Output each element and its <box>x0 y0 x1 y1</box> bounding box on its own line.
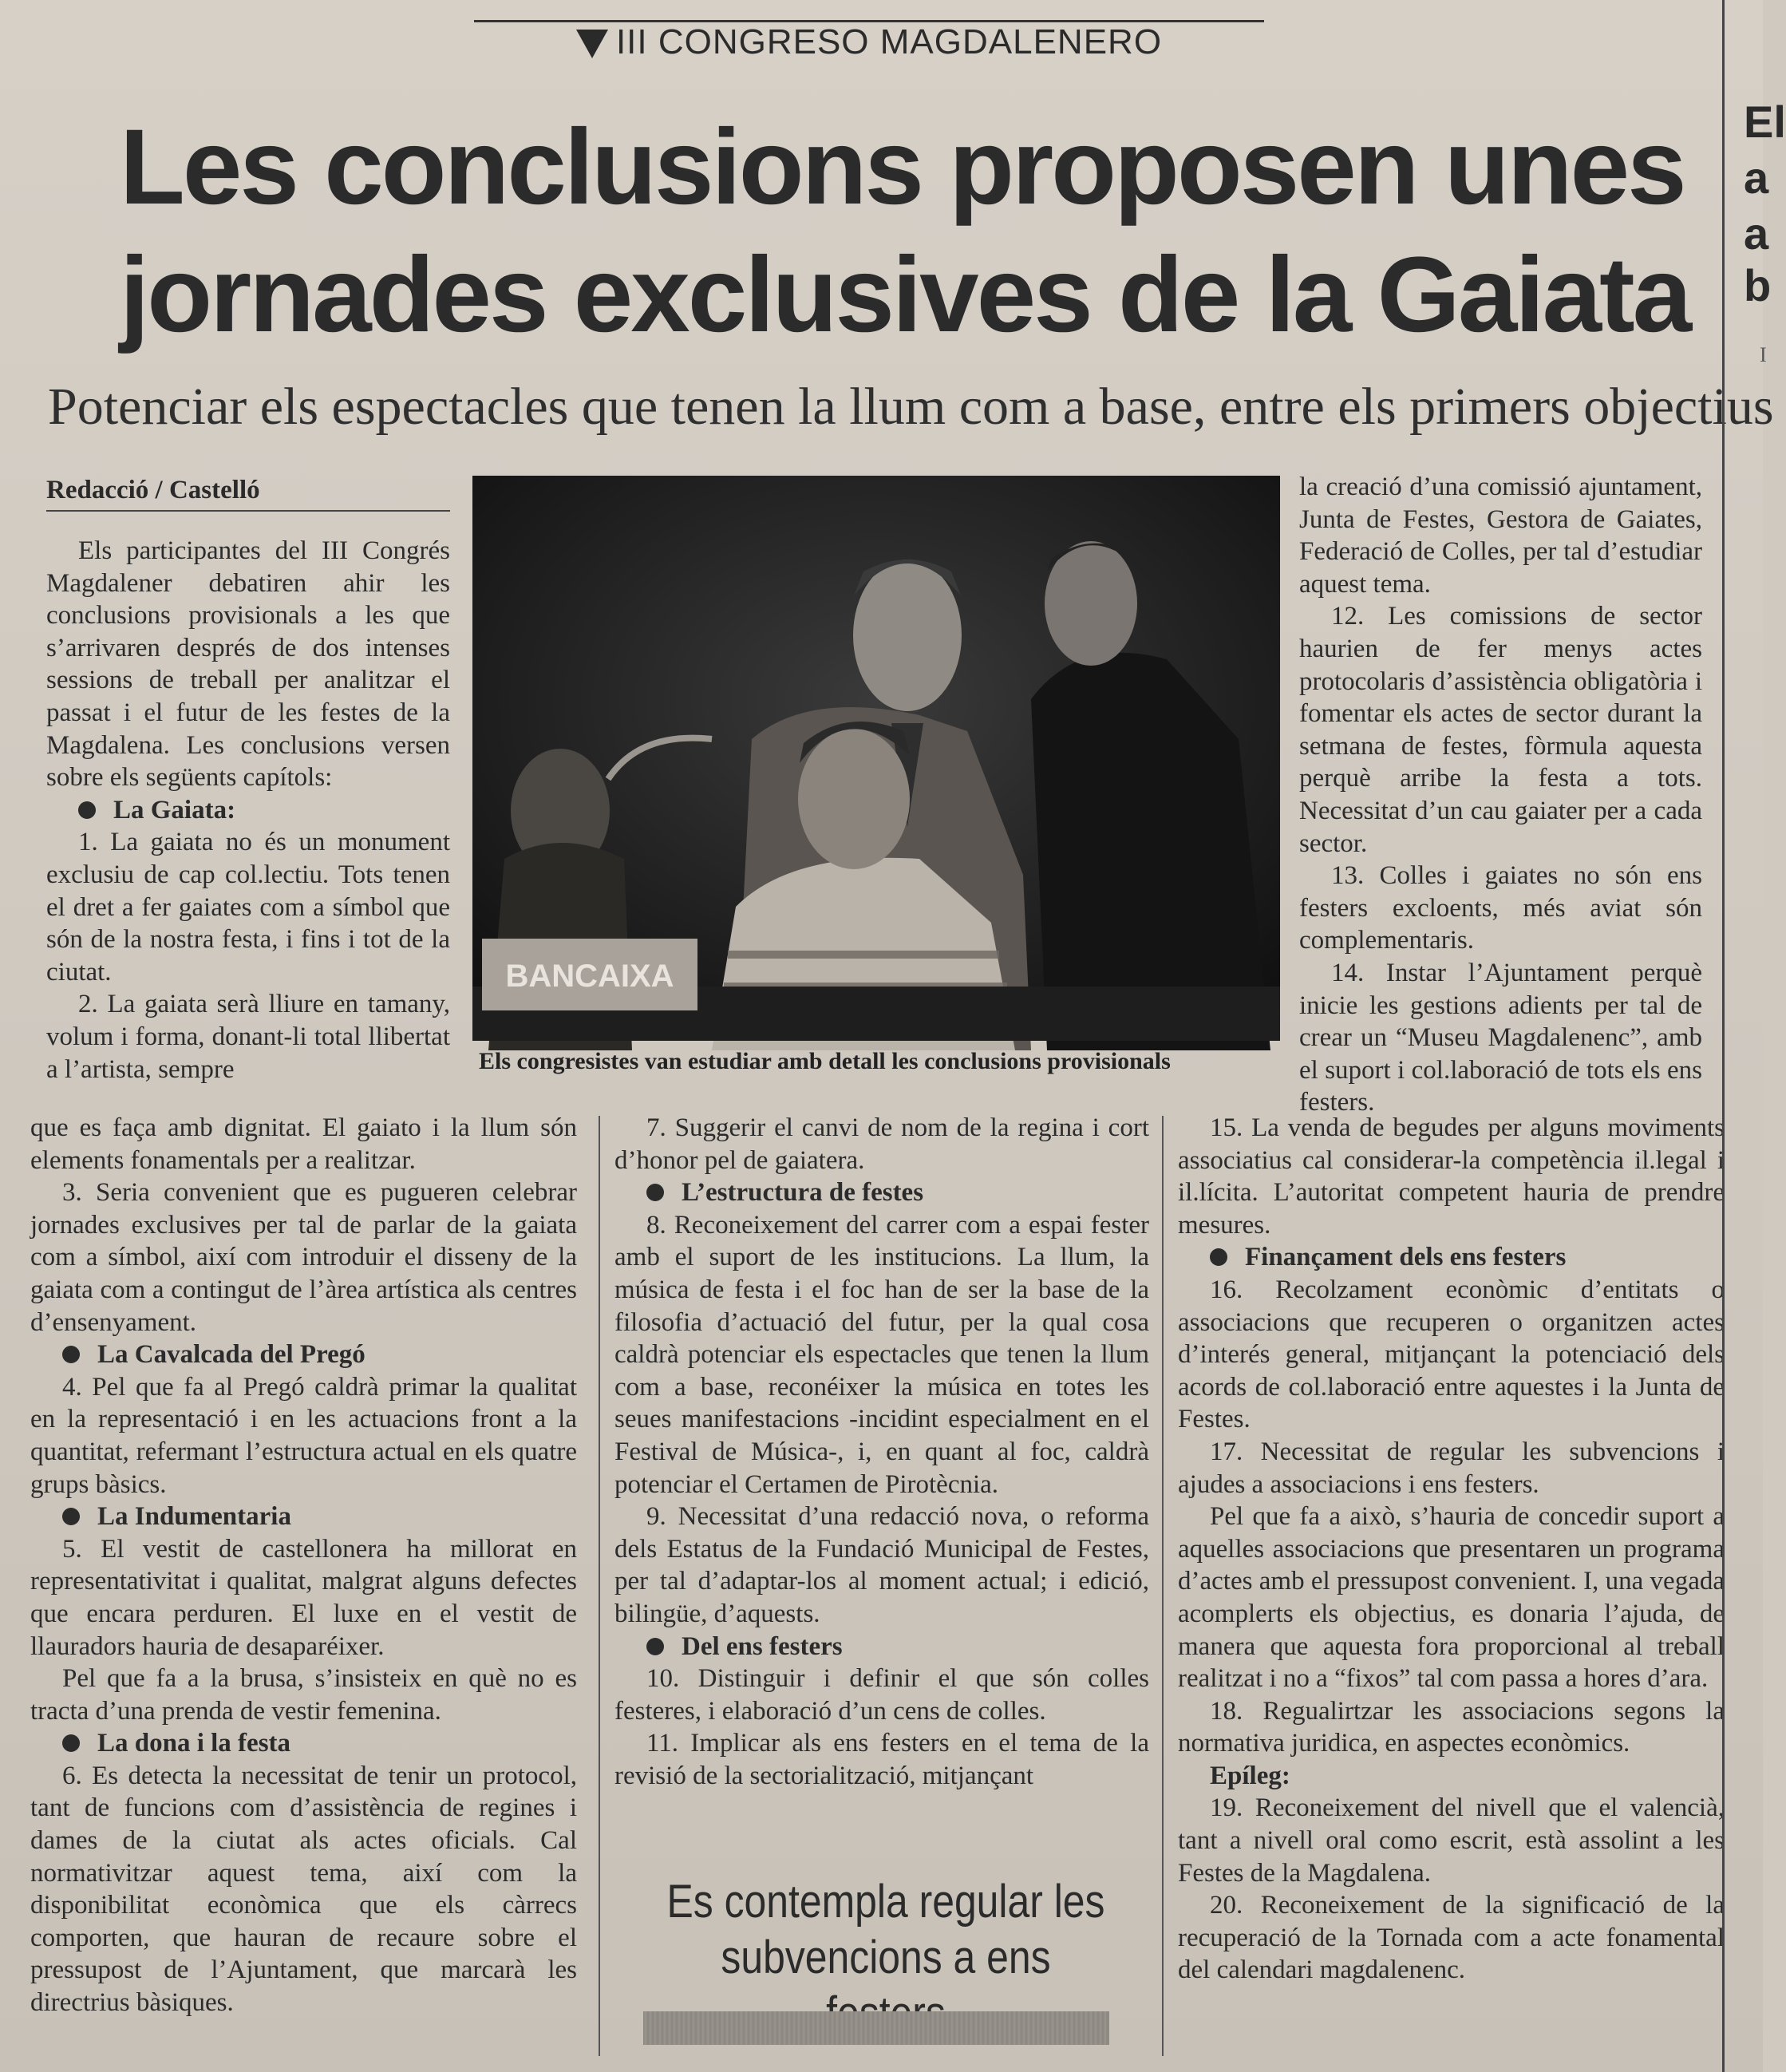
paragraph-18: 18. Regualirtzar les associacions segons la normativa juridica, en aspectes econòmics. <box>1178 1696 1725 1758</box>
column-1-top <box>46 535 450 1085</box>
bullet-icon <box>62 1734 80 1752</box>
paragraph-11a: 11. Implicar als ens festers en el tema de la revisió de la sectorialització, mitjançant <box>614 1729 1149 1790</box>
column-3-bottom <box>1178 1112 1725 1987</box>
section-heading-epileg <box>1178 1760 1725 1793</box>
photo-caption: Els congresistes van estudiar amb detall les conclusions provisionals <box>479 1048 1171 1074</box>
paragraph-14: 14. Instar l’Ajuntament perquè inicie les gestions adients per tal de crear un “Museu Magdalenenc”, amb el suport i col.laboració de tots els ens festers. <box>1299 958 1702 1117</box>
edge-letter: El <box>1744 97 1786 147</box>
paragraph-7: 7. Suggerir el canvi de nom de la regina i cort d’honor pel de gaiatera. <box>614 1113 1149 1175</box>
section-heading-text: La Indumentaria <box>97 1502 291 1532</box>
bullet-icon <box>646 1638 664 1655</box>
column-2 <box>614 1112 1149 1792</box>
paragraph-10: 10. Distinguir i definir el que són colles festeres, i elaboració d’un cens de colles. <box>614 1664 1149 1726</box>
edge-letter-small: I <box>1760 343 1767 366</box>
column-rule <box>1162 1116 1164 2056</box>
section-heading-financament <box>1178 1241 1725 1274</box>
paragraph-intro: Els participantes del III Congrés Magdalener debatiren ahir les conclusions provisionals a les que s’arrivaren després de dos intenses sessions de treball per analitzar el passat i el futur de les festes de la Magdalena. Les conclusions versen sobre els següents capítols: <box>46 536 450 793</box>
subheadline: Potenciar els espectacles que tenen la llum com a base, entre els primers objectius <box>48 378 1774 436</box>
paragraph-2a: 2. La gaiata serà lliure en tamany, volum i forma, donant-li total llibertat a l’artista, sempre <box>46 990 450 1084</box>
paragraph-5: 5. El vestit de castellonera ha millorat en representativitat i qualitat, malgrat alguns defectes que encara perduren. El luxe en el vestit de llauradors hauria de desaparéixer. <box>30 1534 577 1661</box>
section-heading-text: Del ens festers <box>682 1631 843 1661</box>
paragraph-4: 4. Pel que fa al Pregó caldrà primar la qualitat en la representació i en les actuacions front a la quantitat, refermant l’estructura actual en els quatre grups bàsics. <box>30 1372 577 1499</box>
section-heading-text: La dona i la festa <box>97 1729 291 1758</box>
paragraph-20: 20. Reconeixement de la significació de la recuperació de la Tornada com a acte fonamental del calendari magdalenenc. <box>1178 1891 1725 1985</box>
section-heading-text: La Cavalcada del Pregó <box>97 1340 365 1370</box>
column-1-bottom <box>30 1112 577 2019</box>
paragraph-17: 17. Necessitat de regular les subvencions i ajudes a associacions i ens festers. <box>1178 1437 1725 1499</box>
headline-line-2: jornades exclusives de la Gaiata <box>120 235 1690 354</box>
section-label: III CONGRESO MAGDALENERO <box>615 22 1163 61</box>
paragraph-9: 9. Necessitat d’una redacció nova, o reforma dels Estatus de la Fundació Municipal de Festes, per tal d’adaptar-los al moment actual; i edició, bilingüe, d’aquests. <box>614 1502 1149 1628</box>
article-photo <box>472 476 1280 1041</box>
section-heading-text: La Gaiata: <box>113 795 236 824</box>
paragraph-8: 8. Reconeixement del carrer com a espai fester amb el suport de les institucions. La llum, la música de festa i el foc han de ser la base de la filosofia d’actuació del futur, per la qual cosa caldrà potenciar els espectacles que tenen la llum com a base, reconéixer la música en totes les seues manifestacions -incidint especialment en el Festival de Música-, i, en quant al foc, caldrà potenciar el Certamen de Pirotècnia. <box>614 1210 1149 1499</box>
edge-letter: a <box>1744 208 1769 259</box>
bullet-icon <box>1210 1248 1227 1266</box>
triangle-icon <box>576 30 608 58</box>
paragraph-3: 3. Seria convenient que es pugueren celebrar jornades exclusives per tal de parlar de la gaiata com a símbol, així com introduir el disseny de la gaiata com a contingut de l’àrea artística als centres d’ensenyament. <box>30 1178 577 1337</box>
pull-quote: Es contempla regular les subvencions a ens <box>666 1876 1105 1983</box>
headline-line-1: Les conclusions proposen unes <box>120 108 1685 227</box>
section-heading-indumentaria <box>30 1501 577 1533</box>
photo-illustration <box>472 476 1280 1041</box>
section-heading-gaiata <box>46 794 450 827</box>
bullet-icon <box>62 1346 80 1363</box>
paragraph-19: 19. Reconeixement del nivell que el valencià, tant a nivell oral como escrit, està assolint a les Festes de la Magdalena. <box>1178 1793 1725 1888</box>
paragraph-2b: que es faça amb dignitat. El gaiato i la llum són elements fonamentals per a realitzar. <box>30 1113 577 1175</box>
headline <box>120 104 1690 359</box>
byline: Redacció / Castelló <box>46 476 450 512</box>
section-heading-dona <box>30 1727 577 1760</box>
section-heading-cavalcada <box>30 1338 577 1371</box>
bullet-icon <box>62 1508 80 1525</box>
paragraph-6: 6. Es detecta la necessitat de tenir un protocol, tant de funcions com d’assistència de regines i dames de la ciutat als actes oficials. Cal normativitzar aquest tema, així com la disponibilitat econòmica que els càrrecs comporten, que hauran de recaure sobre el pressupost de l’Ajuntament, que marcarà les directrius bàsiques. <box>30 1761 577 2018</box>
section-heading-text: Epíleg: <box>1210 1761 1290 1790</box>
photo-sign-text: BANCAIXA <box>505 959 674 994</box>
paragraph-12: 12. Les comissions de sector haurien de fer menys actes protocolaris d’assistència obligatòria i fomentar els actes de sector durant la setmana de festes, fòrmula aquesta perquè arribe la festa a tots. Necessitat d’un cau gaiater per a cada sector. <box>1299 602 1702 858</box>
paragraph-16: 16. Recolzament econòmic d’entitats o associacions que recuperen o organitzen actes d’interés general, mitjançant la potenciació dels acords de col.laboració entre aquestes i la Junta de Festes. <box>1178 1275 1725 1434</box>
pull-quote-bar <box>643 2011 1109 2045</box>
edge-letter: a <box>1744 152 1769 203</box>
edge-letter: b <box>1744 260 1772 310</box>
section-heading-ens <box>614 1631 1149 1663</box>
section-heading-text: L’estructura de festes <box>682 1178 924 1208</box>
adjacent-page-edge <box>1722 0 1786 2072</box>
bullet-icon <box>78 801 96 819</box>
section-heading-text: Finançament dels ens festers <box>1245 1243 1567 1272</box>
paragraph-11b: la creació d’una comissió ajuntament, Junta de Festes, Gestora de Gaiates, Federació de Colles, per tal d’estudiar aquest tema. <box>1299 473 1702 599</box>
paragraph-5b: Pel que fa a la brusa, s’insisteix en què no es tracta d’una prenda de vestir femenina. <box>30 1664 577 1726</box>
paragraph-13: 13. Colles i gaiates no són ens festers excloents, més aviat són complementaris. <box>1299 861 1702 955</box>
paragraph-17b: Pel que fa a això, s’hauria de concedir suport a aquelles associacions que presentaren un programa d’actes amb el pressupost convenient. I, una vegada acomplerts els objectius, es donaria l’ajuda, de manera que aquesta fora proporcional al treball realitzat i no a “fixos” tal com passa a hores d’ara. <box>1178 1502 1725 1694</box>
paragraph-15: 15. La venda de begudes per alguns moviments associatius cal considerar-la competència il.legal i il.lícita. L’autoritat competent hauria de prendre mesures. <box>1178 1113 1725 1240</box>
bullet-icon <box>646 1184 664 1201</box>
paragraph-1: 1. La gaiata no és un monument exclusiu de cap col.lectiu. Tots tenen el dret a fer gaiates com a símbol que són de la nostra festa, i fins i tot de la ciutat. <box>46 828 450 987</box>
section-heading-estructura <box>614 1176 1149 1209</box>
section-tag <box>474 20 1264 75</box>
column-3-top <box>1299 471 1702 1119</box>
column-rule <box>599 1116 600 2056</box>
